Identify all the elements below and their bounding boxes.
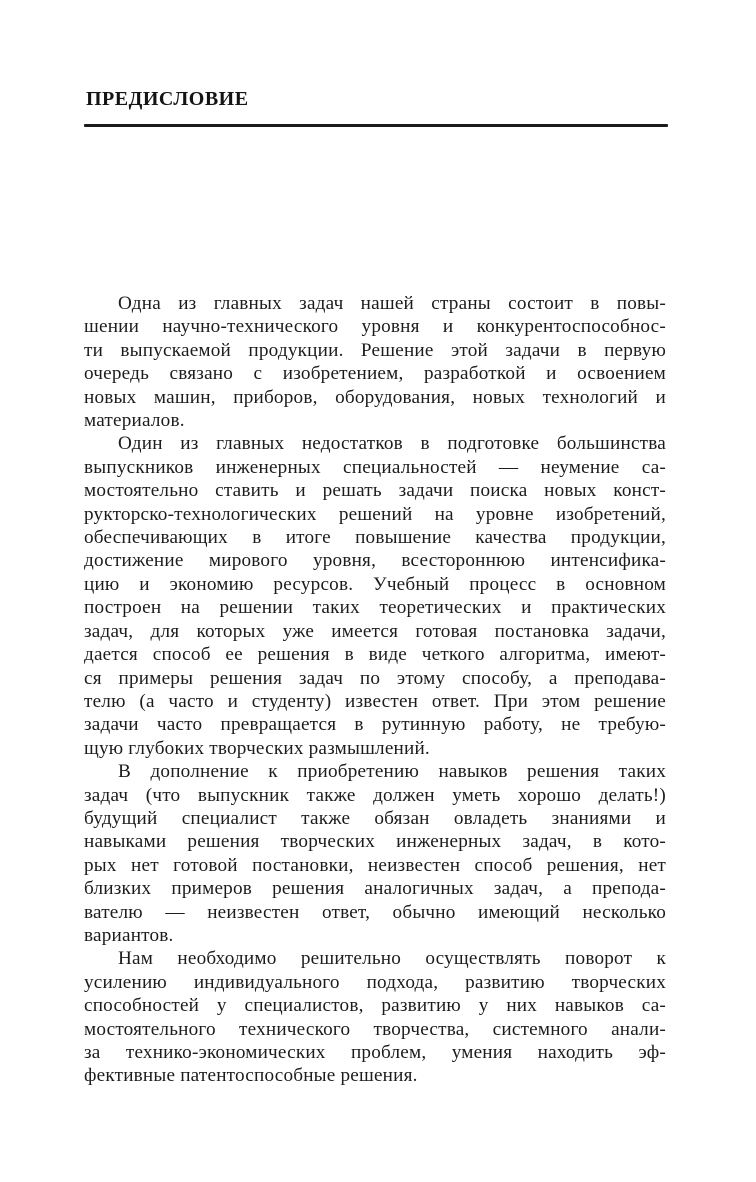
text-line: задач, для которых уже имеется готовая постановка задачи,: [84, 620, 666, 642]
heading-rule: [84, 124, 668, 127]
text-line: ти выпускаемой продукции. Решение этой задачи в первую: [84, 339, 666, 361]
text-line: В дополнение к приобретению навыков решения таких: [118, 761, 666, 783]
text-line: Одна из главных задач нашей страны состоит в повы-: [118, 293, 666, 314]
text-line: рых нет готовой постановки, неизвестен способ решения, нет: [84, 854, 666, 876]
text-line: мостоятельного технического творчества, системного анали-: [84, 1018, 666, 1040]
paragraph: [84, 947, 666, 1087]
text-line: телю (а часто и студенту) известен ответ. При этом решение: [84, 690, 666, 712]
text-line: рукторско-технологических решений на уровне изобретений,: [84, 503, 666, 525]
text-line: материалов.: [84, 410, 185, 432]
paragraph: [84, 432, 666, 760]
text-line: будущий специалист также обязан овладеть знаниями и: [84, 807, 666, 829]
text-line: дается способ ее решения в виде четкого алгоритма, имеют-: [84, 644, 666, 666]
text-line: шении научно-технического уровня и конкурентоспособнос-: [84, 316, 666, 338]
text-line: задачи часто превращается в рутинную работу, не требую-: [84, 714, 666, 736]
text-line: очередь связано с изобретением, разработкой и освоением: [84, 363, 666, 385]
preface-body: [84, 292, 666, 1088]
text-line: Один из главных недостатков в подготовке большинства: [118, 433, 666, 455]
text-line: щую глубоких творческих размышлений.: [84, 737, 430, 759]
text-line: достижение мирового уровня, всестороннюю интенсифика-: [84, 550, 666, 572]
text-line: вателю — неизвестен ответ, обычно имеющий несколько: [84, 901, 666, 923]
text-line: фективные патентоспособные решения.: [84, 1065, 418, 1087]
text-line: за технико-экономических проблем, умения находить эф-: [84, 1042, 666, 1063]
text-line: вариантов.: [84, 924, 174, 946]
text-line: задач (что выпускник также должен уметь хорошо делать!): [84, 784, 666, 806]
text-line: построен на решении таких теоретических и практических: [84, 597, 666, 619]
text-line: цию и экономию ресурсов. Учебный процесс в основном: [84, 573, 666, 595]
paragraph: [84, 760, 666, 947]
text-line: ся примеры решения задач по этому способу, а преподава-: [84, 667, 666, 689]
text-line: обеспечивающих в итоге повышение качества продукции,: [84, 527, 666, 549]
text-line: усилению индивидуального подхода, развитию творческих: [84, 971, 666, 993]
paragraph: [84, 292, 666, 432]
text-line: способностей у специалистов, развитию у них навыков са-: [84, 995, 666, 1017]
text-line: новых машин, приборов, оборудования, новых технологий и: [84, 386, 666, 408]
text-line: близких примеров решения аналогичных задач, а препода-: [84, 878, 666, 900]
text-line: мостоятельно ставить и решать задачи поиска новых конст-: [84, 480, 666, 502]
page-heading: ПРЕДИСЛОВИЕ: [86, 88, 249, 110]
text-line: выпускников инженерных специальностей — неумение са-: [84, 456, 666, 478]
text-line: Нам необходимо решительно осуществлять поворот к: [118, 948, 666, 970]
text-line: навыками решения творческих инженерных задач, в кото-: [84, 831, 666, 853]
